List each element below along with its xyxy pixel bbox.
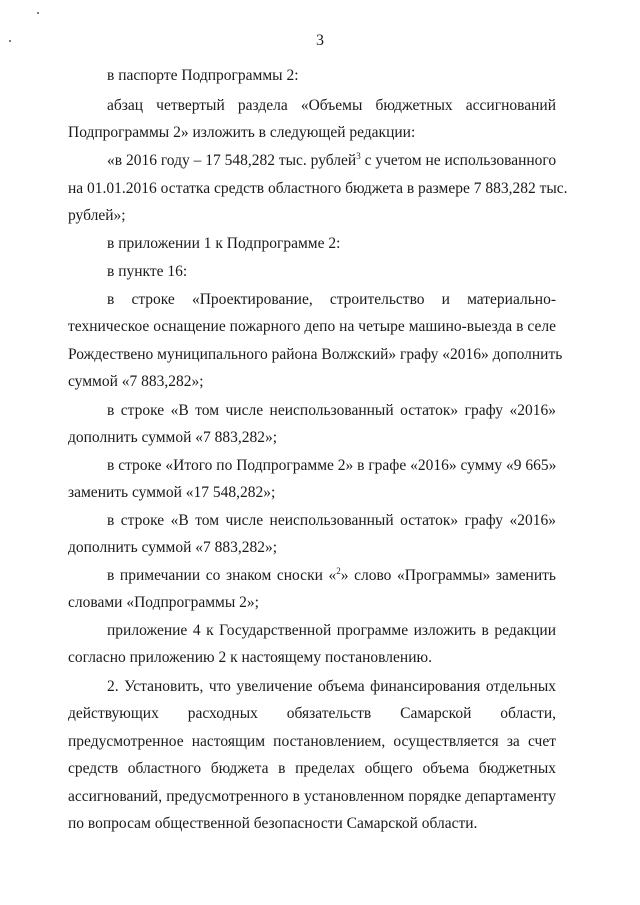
text-line-with-footnote [107, 566, 556, 586]
text-line: приложение 4 к Государственной программе изложить в редакции [107, 622, 556, 639]
text-line: рублей»; [68, 207, 126, 224]
text-line: в строке «В том числе неиспользованный остаток» графу «2016» [107, 512, 556, 529]
text-line: средств областного бюджета в пределах общего объема бюджетных [68, 760, 556, 777]
text-line: ассигнований, предусмотренного в установленном порядке департаменту [68, 788, 556, 805]
text-line: техническое оснащение пожарного депо на четыре машино-выезда в селе [68, 318, 556, 335]
text-line: дополнить суммой «7 883,282»; [68, 429, 278, 446]
text-fragment: » слово «Программы» заменить [340, 567, 556, 584]
text-line: предусмотренное настоящим постановлением, осуществляется за счет [68, 733, 556, 750]
text-fragment: в примечании со знаком сноски « [107, 567, 337, 584]
text-line: в приложении 1 к Подпрограмме 2: [107, 235, 341, 252]
text-line: в строке «В том числе неиспользованный остаток» графу «2016» [107, 402, 556, 419]
text-line: абзац четвертый раздела «Объемы бюджетных ассигнований [107, 97, 556, 114]
text-fragment: «в 2016 году – 17 548,282 тыс. рублей [107, 152, 357, 169]
footnote-mark: 3 [356, 150, 361, 161]
text-line: словами «Подпрограммы 2»; [68, 594, 259, 611]
text-line-with-footnote [107, 151, 556, 171]
text-line: 2. Установить, что увеличение объема финансирования отдельных [107, 678, 556, 695]
text-line: согласно приложению 2 к настоящему постановлению. [68, 649, 432, 666]
page-number: 3 [316, 32, 324, 49]
text-line: по вопросам общественной безопасности Самарской области. [68, 815, 478, 832]
text-line: Рождествено муниципального района Волжский» графу «2016» дополнить [68, 346, 563, 363]
text-line: Подпрограммы 2» изложить в следующей редакции: [68, 124, 416, 141]
text-line: суммой «7 883,282»; [68, 373, 204, 390]
scan-speck [37, 12, 39, 14]
text-line: в строке «Проектирование, строительство и материально- [107, 291, 556, 308]
text-line: в пункте 16: [107, 263, 188, 280]
text-fragment: с учетом не использованного [360, 152, 557, 169]
text-line: в строке «Итого по Подпрограмме 2» в графе «2016» сумму «9 665» [107, 457, 557, 474]
text-line: в паспорте Подпрограммы 2: [107, 67, 299, 84]
text-line: дополнить суммой «7 883,282»; [68, 539, 278, 556]
text-line: заменить суммой «17 548,282»; [68, 484, 276, 501]
footnote-mark: 2 [336, 565, 341, 576]
text-line: действующих расходных обязательств Самарской области, [68, 705, 556, 722]
text-line: на 01.01.2016 остатка средств областного бюджета в размере 7 883,282 тыс. [68, 180, 568, 197]
